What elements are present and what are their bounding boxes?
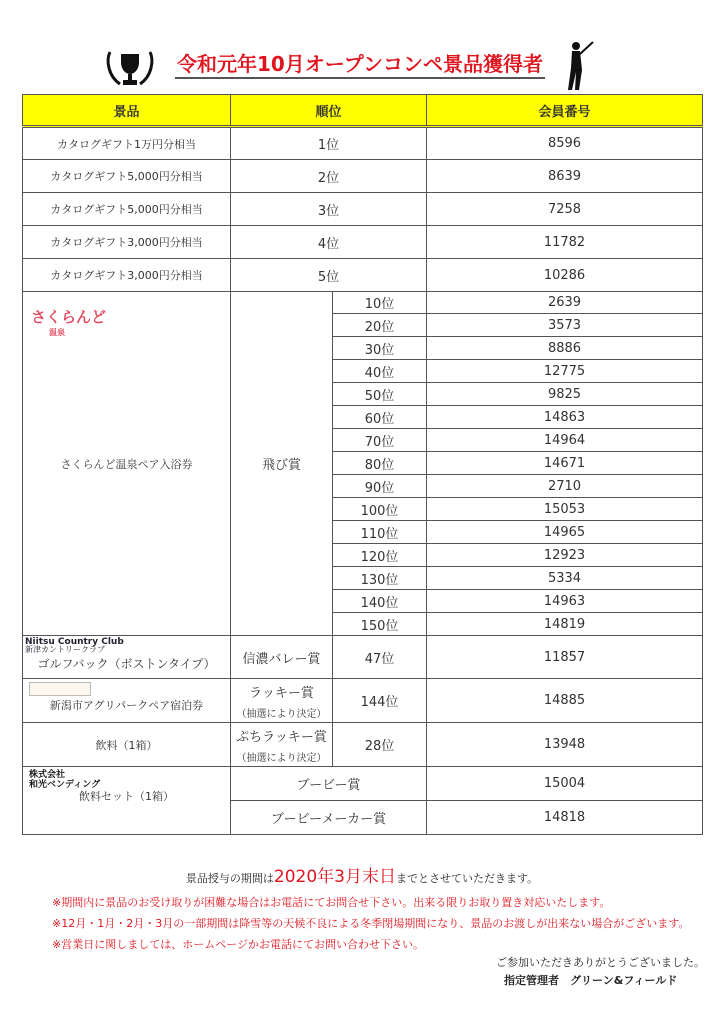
rank-cell: 47位 (333, 636, 427, 679)
rank-cell: 20位 (333, 314, 427, 337)
sakuraland-logo: さくらんど 温泉 (31, 308, 107, 337)
member-cell: 12775 (427, 360, 703, 383)
rank-cell: 1位 (231, 127, 427, 160)
rank-cell: 50位 (333, 383, 427, 406)
tobi-prize: さくらんど温泉ペア入浴券 (60, 457, 193, 471)
prize-cell: カタログギフト3,000円分相当 (23, 226, 231, 259)
member-cell: 14818 (427, 801, 703, 835)
member-cell: 11857 (427, 636, 703, 679)
award-cell: ラッキー賞 （抽選により決定） (231, 679, 333, 723)
award-cell: ブービー賞 (231, 767, 427, 801)
rank-cell: 90位 (333, 475, 427, 498)
agripark-logo (29, 682, 91, 696)
member-cell: 14964 (427, 429, 703, 452)
period-notice: 景品授与の期間は2020年3月末日までとさせていただきます。 (185, 867, 539, 887)
trophy-icon (104, 46, 156, 90)
prize-cell: カタログギフト5,000円分相当 (23, 193, 231, 226)
table-row (23, 636, 703, 679)
member-cell: 3573 (427, 314, 703, 337)
title-row (0, 40, 724, 92)
rank-cell: 110位 (333, 521, 427, 544)
member-cell: 2639 (427, 292, 703, 314)
member-cell: 8886 (427, 337, 703, 360)
prize-cell: Niitsu Country Club 新津カントリークラブ ゴルフバック（ボストンタイプ） (23, 636, 231, 679)
rank-cell: 30位 (333, 337, 427, 360)
manager-text: 指定管理者 グリーン&フィールド (504, 974, 678, 987)
rank-cell: 120位 (333, 544, 427, 567)
member-cell: 14819 (427, 613, 703, 636)
prize-cell: カタログギフト5,000円分相当 (23, 160, 231, 193)
golfer-icon (560, 40, 594, 92)
table-row (23, 679, 703, 723)
rank-cell: 28位 (333, 723, 427, 767)
member-cell: 7258 (427, 193, 703, 226)
prize-table (22, 94, 703, 835)
note-2: ※12月・1月・2月・3月の一部期間は降雪等の天候不良による冬季閉場期間になり、景品のお渡しが出来ない場合がございます。 (52, 917, 690, 930)
member-cell: 13948 (427, 723, 703, 767)
rank-cell: 4位 (231, 226, 427, 259)
member-cell: 11782 (427, 226, 703, 259)
rank-cell: 10位 (333, 292, 427, 314)
member-cell: 2710 (427, 475, 703, 498)
table-row (23, 259, 703, 292)
table-row (23, 767, 703, 801)
table-row (23, 226, 703, 259)
table-row (23, 127, 703, 160)
member-cell: 14965 (427, 521, 703, 544)
member-cell: 9825 (427, 383, 703, 406)
table-row (23, 160, 703, 193)
rank-cell: 140位 (333, 590, 427, 613)
rank-cell: 100位 (333, 498, 427, 521)
rank-cell: 130位 (333, 567, 427, 590)
table-row (23, 292, 703, 314)
prize-cell: カタログギフト3,000円分相当 (23, 259, 231, 292)
prize-cell: 株式会社 和光ベンディング 飲料セット（1箱） (23, 767, 231, 835)
member-cell: 15004 (427, 767, 703, 801)
member-cell: 12923 (427, 544, 703, 567)
member-cell: 14863 (427, 406, 703, 429)
table-header (23, 95, 703, 127)
member-cell: 14963 (427, 590, 703, 613)
member-cell: 8639 (427, 160, 703, 193)
member-cell: 14885 (427, 679, 703, 723)
rank-cell: 144位 (333, 679, 427, 723)
rank-cell: 3位 (231, 193, 427, 226)
prize-cell: カタログギフト1万円分相当 (23, 127, 231, 160)
header-member: 会員番号 (427, 95, 703, 127)
header-prize: 景品 (23, 95, 231, 127)
rank-cell: 150位 (333, 613, 427, 636)
header-rank: 順位 (231, 95, 427, 127)
prize-cell: 飲料（1箱） (23, 723, 231, 767)
prize-cell: 新潟市アグリパークペア宿泊券 (23, 679, 231, 723)
award-cell: ブービーメーカー賞 (231, 801, 427, 835)
rank-cell: 80位 (333, 452, 427, 475)
rank-cell: 5位 (231, 259, 427, 292)
member-cell: 14671 (427, 452, 703, 475)
member-cell: 5334 (427, 567, 703, 590)
member-cell: 8596 (427, 127, 703, 160)
member-cell: 10286 (427, 259, 703, 292)
rank-cell: 40位 (333, 360, 427, 383)
rank-cell: 70位 (333, 429, 427, 452)
tobi-prize-cell (23, 292, 231, 636)
member-cell: 15053 (427, 498, 703, 521)
award-cell: 信濃バレー賞 (231, 636, 333, 679)
thanks-text: ご参加いただきありがとうございました。 (496, 956, 705, 969)
table-row (23, 723, 703, 767)
niitsu-logo: Niitsu Country Club 新津カントリークラブ (25, 637, 124, 654)
note-3: ※営業日に関しましては、ホームページかお電話にてお問い合わせ下さい。 (52, 938, 424, 951)
rank-cell: 60位 (333, 406, 427, 429)
tobi-award: 飛び賞 (231, 292, 333, 636)
page-title: 令和元年10月オープンコンペ景品獲得者 (160, 48, 560, 77)
note-1: ※期間内に景品のお受け取りが困難な場合はお電話にてお問合せ下さい。出来る限りお取り置き対応いたします。 (52, 896, 611, 909)
award-cell: ぷちラッキー賞 （抽選により決定） (231, 723, 333, 767)
wako-logo: 株式会社 和光ベンディング (29, 770, 101, 790)
rank-cell: 2位 (231, 160, 427, 193)
table-row (23, 193, 703, 226)
